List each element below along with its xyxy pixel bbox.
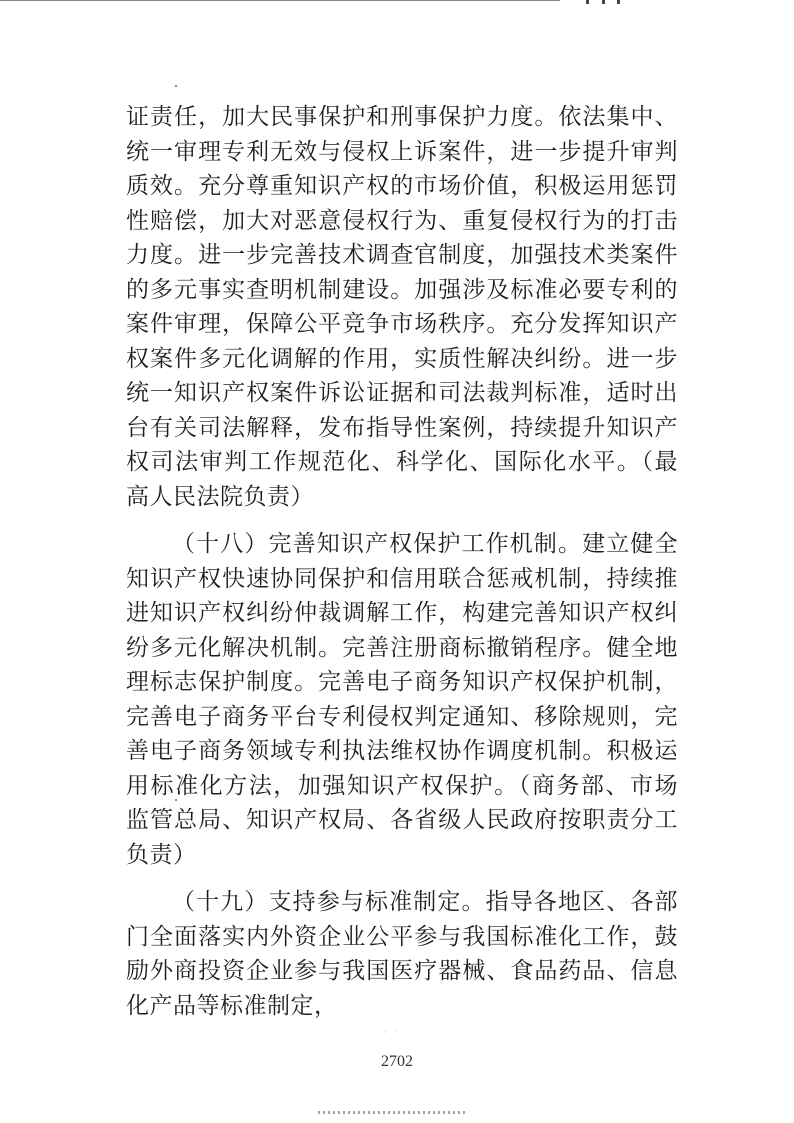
top-scan-marks	[586, 0, 620, 4]
paragraph-continued-judicial: 证责任，加大民事保护和刑事保护力度。依法集中、统一审理专利无效与侵权上诉案件，进一步提升审判质效。充分尊重知识产权的市场价值，积极运用惩罚性赔偿，加大对恶意侵权行为、重复侵权行为的打击力度。进一步完善技术调查官制度，加强技术类案件的多元事实查明机制建设。加强涉及标准必要专利的案件审理，保障公平竞争市场秩序。充分发挥知识产权案件多元化调解的作用，实质性解决纠纷。进一步统一知识产权案件诉讼证据和司法裁判标准，适时出台有关司法解释，发布指导性案例，持续提升知识产权司法审判工作规范化、科学化、国际化水平。（最高人民法院负责）	[126, 104, 678, 510]
scan-noise: · · ·	[383, 1028, 413, 1038]
document-body	[126, 100, 678, 1023]
scan-speck	[175, 85, 177, 87]
page-number: 2702	[381, 1053, 413, 1070]
top-border-line	[0, 0, 560, 1]
paragraph-section-19: （十九）支持参与标准制定。指导各地区、各部门全面落实内外资企业公平参与我国标准化工作，鼓励外商投资企业参与我国医疗器械、食品药品、信息化产品等标准制定，	[126, 889, 678, 1019]
bottom-scan-dots	[318, 1111, 468, 1114]
paragraph-section-18: （十八）完善知识产权保护工作机制。建立健全知识产权快速协同保护和信用联合惩戒机制，持续推进知识产权纠纷仲裁调解工作，构建完善知识产权纠纷多元化解决机制。完善注册商标撤销程序。健全地理标志保护制度。完善电子商务知识产权保护机制，完善电子商务平台专利侵权判定通知、移除规则，完善电子商务领域专利执法维权协作调度机制。积极运用标准化方法，加强知识产权保护。（商务部、市场监管总局、知识产权局、各省级人民政府按职责分工负责）	[126, 531, 678, 868]
